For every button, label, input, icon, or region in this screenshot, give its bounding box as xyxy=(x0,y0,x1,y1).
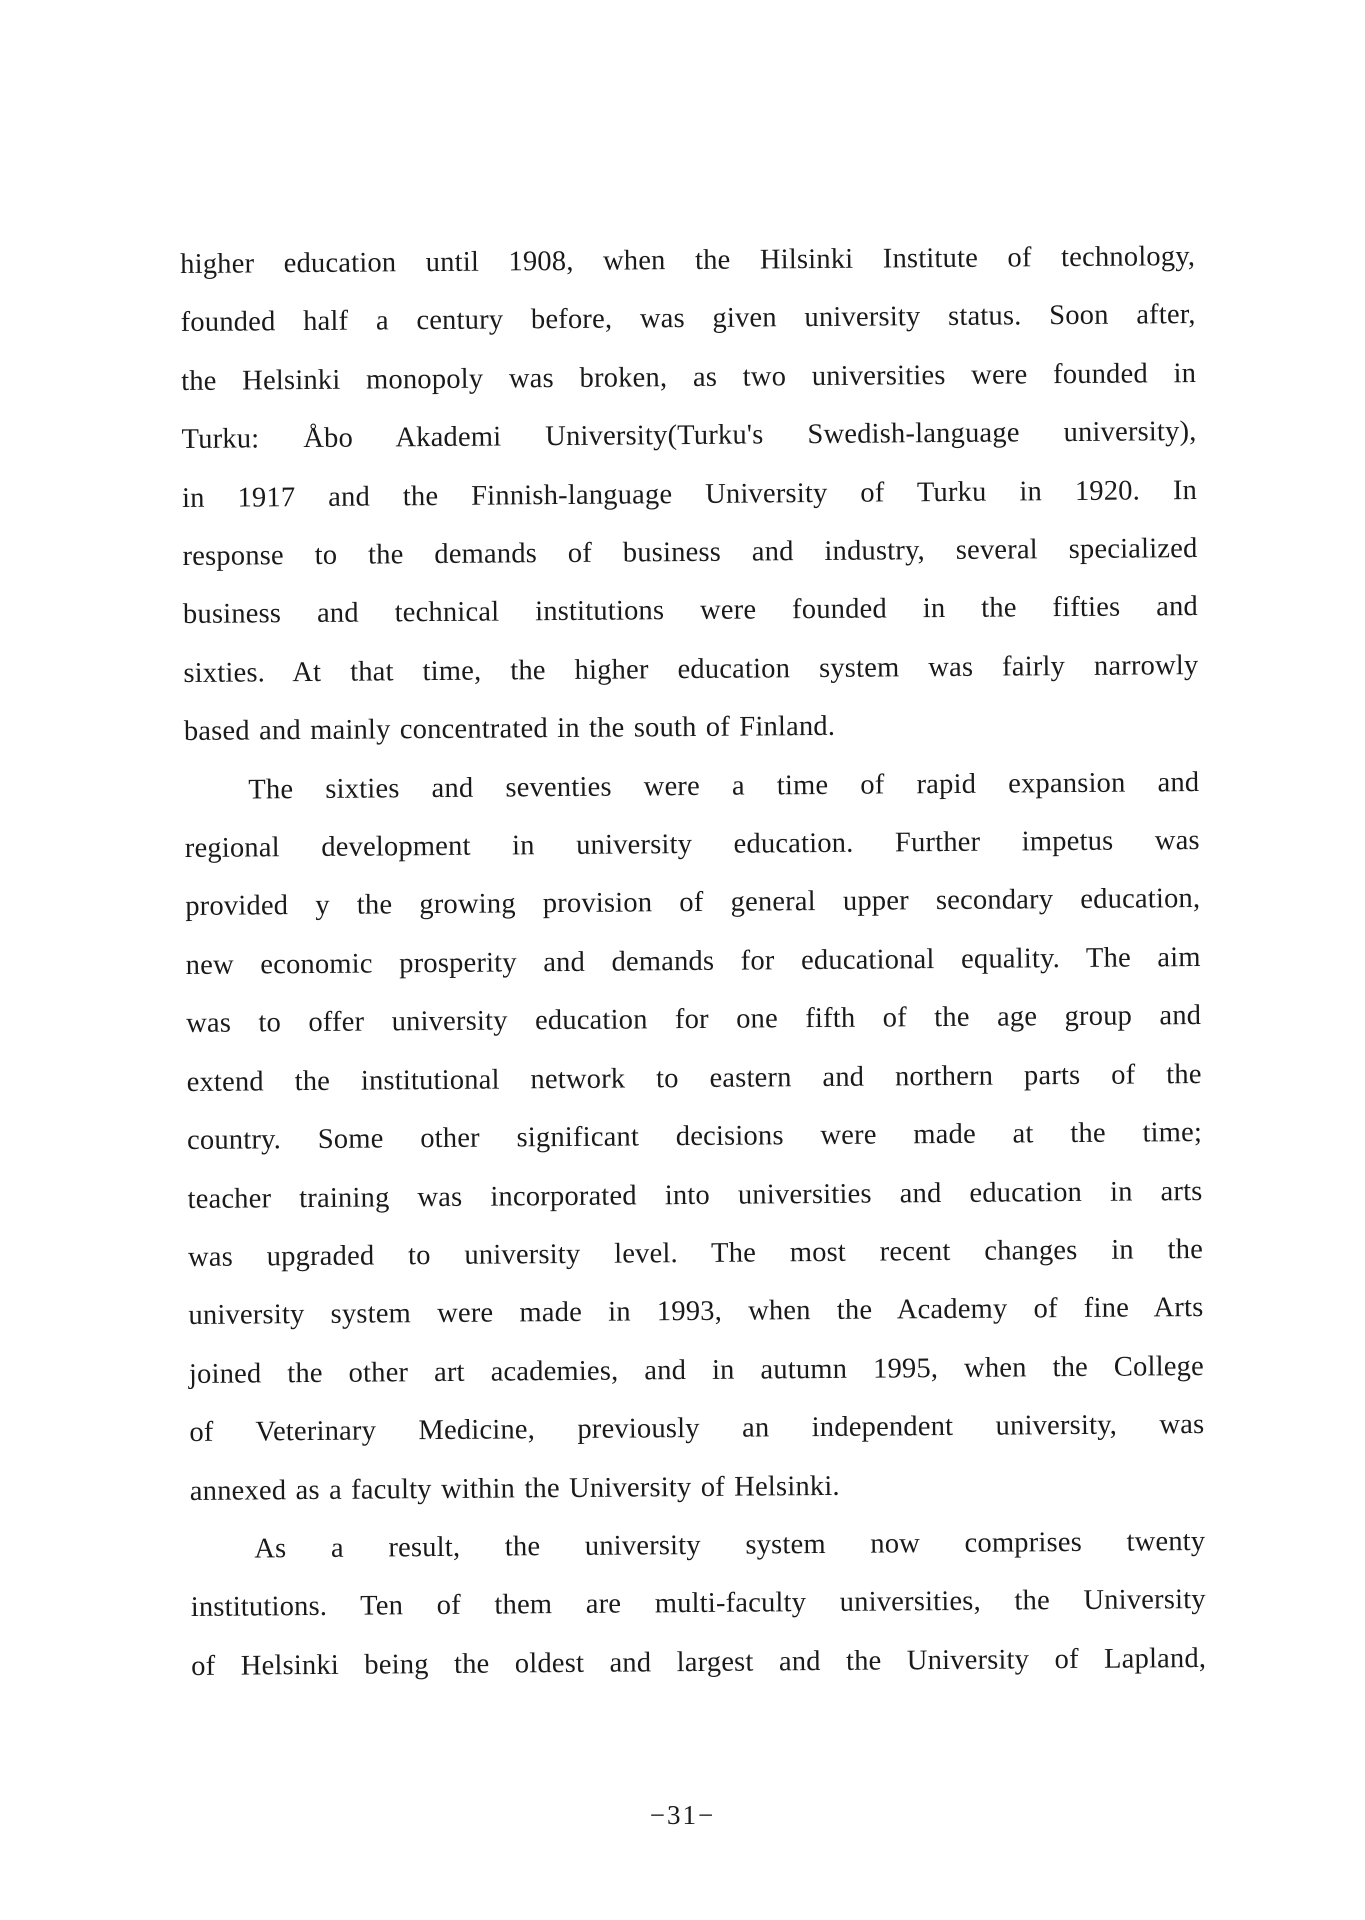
text-line: of Veterinary Medicine, previously an independent university, was xyxy=(189,1409,1205,1449)
text-line: based and mainly concentrated in the south of Finland. xyxy=(183,711,836,748)
text-line: Turku: Åbo Akademi University(Turku's Swedish-language university), xyxy=(181,416,1197,456)
text-line: provided y the growing provision of general upper secondary education, xyxy=(185,883,1201,923)
body-text xyxy=(180,228,1206,1696)
paragraph-2 xyxy=(184,754,1205,1521)
text-line: extend the institutional network to eastern and northern parts of the xyxy=(186,1058,1202,1098)
text-line: As a result, the university system now comprises twenty xyxy=(254,1525,1206,1565)
text-line: response to the demands of business and industry, several specialized xyxy=(182,533,1198,573)
text-line: teacher training was incorporated into universities and education in arts xyxy=(187,1175,1203,1215)
text-line: founded half a century before, was given university status. Soon after, xyxy=(180,299,1196,339)
text-line: in 1917 and the Finnish-language University of Turku in 1920. In xyxy=(181,474,1198,514)
text-line: The sixties and seventies were a time of rapid expansion and xyxy=(248,766,1200,806)
page-number: −31− xyxy=(649,1800,716,1830)
text-line: country. Some other significant decisions were made at the time; xyxy=(186,1117,1203,1157)
text-line: business and technical institutions were founded in the fifties and xyxy=(182,591,1199,631)
text-line: higher education until 1908, when the Hilsinki Institute of technology, xyxy=(180,241,1196,280)
text-line: of Helsinki being the oldest and largest and the University of Lapland, xyxy=(191,1642,1207,1682)
text-line: annexed as a faculty within the University of Helsinki. xyxy=(189,1470,840,1507)
text-line: sixties. At that time, the higher education system was fairly narrowly xyxy=(183,649,1199,689)
text-line: was to offer university education for one fifth of the age group and xyxy=(186,1000,1202,1040)
text-line: institutions. Ten of them are multi-faculty universities, the University xyxy=(190,1584,1206,1624)
paragraph-1 xyxy=(180,228,1199,762)
text-line: regional development in university education. Further impetus was xyxy=(184,825,1200,865)
text-line: the Helsinki monopoly was broken, as two universities were founded in xyxy=(181,357,1197,397)
paragraph-3 xyxy=(190,1513,1206,1696)
text-line: new economic prosperity and demands for educational equality. The aim xyxy=(185,941,1201,981)
text-line: joined the other art academies, and in autumn 1995, when the College xyxy=(188,1350,1205,1390)
text-line: university system were made in 1993, when the Academy of fine Arts xyxy=(188,1292,1204,1332)
text-line: was upgraded to university level. The most recent changes in the xyxy=(187,1233,1204,1273)
